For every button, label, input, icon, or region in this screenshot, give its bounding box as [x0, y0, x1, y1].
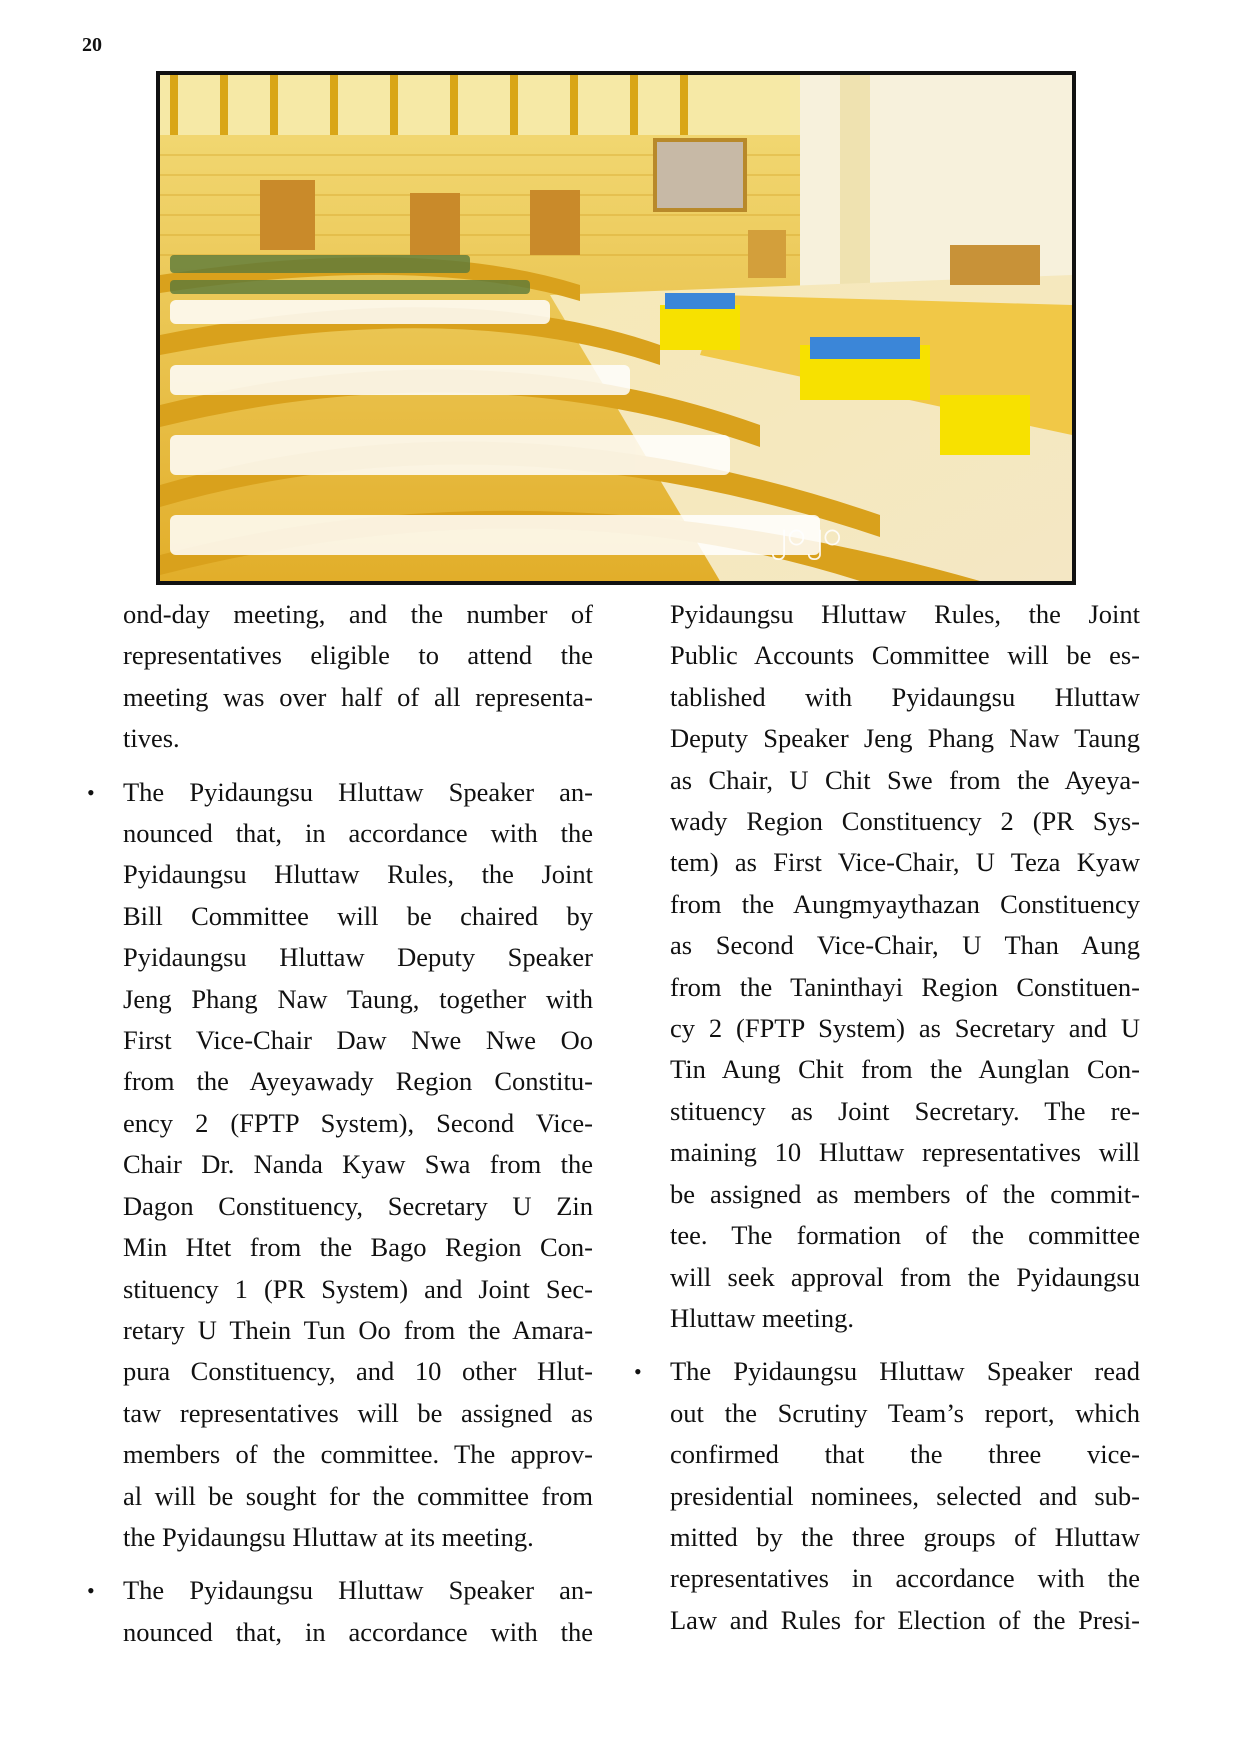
text-line: wady Region Constituency 2 (PR Sys- — [670, 806, 1140, 837]
text-line: Chair Dr. Nanda Kyaw Swa from the — [123, 1149, 593, 1180]
bullet-item-joint-bill-committee — [87, 772, 593, 1559]
text-line: ency 2 (FPTP System), Second Vice- — [123, 1107, 593, 1138]
text-line: Law and Rules for Election of the Presi- — [670, 1604, 1140, 1635]
text-line: from the Ayeyawady Region Constitu- — [123, 1066, 593, 1097]
text-line: the Pyidaungsu Hluttaw at its meeting. — [123, 1521, 534, 1552]
text-line: Jeng Phang Naw Taung, together with — [123, 983, 593, 1014]
text-line: pura Constituency, and 10 other Hlut- — [123, 1356, 593, 1387]
intro-paragraph — [123, 594, 593, 760]
text-line: members of the committee. The approv- — [123, 1439, 593, 1470]
page-number: 20 — [82, 34, 102, 56]
text-line: will seek approval from the Pyidaungsu — [670, 1261, 1140, 1292]
text-line: be assigned as members of the commit- — [670, 1178, 1140, 1209]
text-line: out the Scrutiny Team’s report, which — [670, 1397, 1140, 1428]
hluttaw-session-photo — [156, 71, 1076, 585]
text-line: representatives eligible to attend the — [123, 640, 593, 671]
text-line: Pyidaungsu Hluttaw Rules, the Joint — [670, 599, 1140, 629]
text-line: representatives in accordance with the — [670, 1563, 1140, 1594]
text-line: taw representatives will be assigned as — [123, 1397, 593, 1428]
text-line: from the Taninthayi Region Constituen- — [670, 971, 1140, 1002]
text-line: The Pyidaungsu Hluttaw Speaker an- — [123, 776, 593, 807]
text-line: meeting was over half of all representa- — [123, 681, 593, 712]
right-column — [634, 594, 1140, 1641]
text-line: First Vice-Chair Daw Nwe Nwe Oo — [123, 1025, 593, 1056]
text-line: tee. The formation of the committee — [670, 1220, 1140, 1251]
text-line: Bill Committee will be chaired by — [123, 900, 593, 931]
text-line: maining 10 Hluttaw representatives will — [670, 1137, 1140, 1168]
text-line: mitted by the three groups of Hluttaw — [670, 1521, 1140, 1552]
text-line: Public Accounts Committee will be es- — [670, 640, 1140, 671]
text-line: nounced that, in accordance with the — [123, 818, 593, 849]
bullet-icon: • — [87, 779, 95, 805]
text-line: nounced that, in accordance with the — [123, 1616, 593, 1647]
text-line: stituency as Joint Secretary. The re- — [670, 1095, 1140, 1126]
text-line: presidential nominees, selected and sub- — [670, 1480, 1140, 1511]
intro-paragraph — [670, 594, 1140, 1339]
text-line: tem) as First Vice-Chair, U Teza Kyaw — [670, 847, 1140, 878]
bullet-item-scrutiny-report — [634, 1351, 1140, 1641]
text-line: al will be sought for the committee from — [123, 1480, 593, 1511]
text-line: Hluttaw meeting. — [670, 1302, 854, 1333]
text-line: tives. — [123, 723, 180, 754]
bullet-item-speaker-announcement — [87, 1570, 593, 1653]
text-line: retary U Thein Tun Oo from the Amara- — [123, 1314, 593, 1345]
text-line: tablished with Pyidaungsu Hluttaw — [670, 681, 1140, 712]
svg-text:၂၀၂၀: ၂၀၂၀ — [770, 514, 842, 554]
text-line: Deputy Speaker Jeng Phang Naw Taung — [670, 723, 1140, 754]
text-line: confirmed that the three vice- — [670, 1439, 1140, 1470]
left-column — [87, 594, 593, 1653]
text-line: Tin Aung Chit from the Aunglan Con- — [670, 1054, 1140, 1085]
text-line: Pyidaungsu Hluttaw Rules, the Joint — [123, 859, 593, 890]
text-line: The Pyidaungsu Hluttaw Speaker an- — [123, 1575, 593, 1606]
text-line: from the Aungmyaythazan Constituency — [670, 888, 1140, 919]
text-line: as Chair, U Chit Swe from the Ayeya- — [670, 764, 1140, 795]
text-line: stituency 1 (PR System) and Joint Sec- — [123, 1273, 593, 1304]
text-line: cy 2 (FPTP System) as Secretary and U — [670, 1013, 1140, 1044]
bullet-icon: • — [634, 1359, 642, 1385]
text-line: Dagon Constituency, Secretary U Zin — [123, 1190, 593, 1221]
bullet-icon: • — [87, 1578, 95, 1604]
assembly-hall-illustration — [160, 75, 1072, 581]
text-line: ond-day meeting, and the number of — [123, 599, 593, 629]
text-line: The Pyidaungsu Hluttaw Speaker read — [670, 1356, 1140, 1387]
text-line: Min Htet from the Bago Region Con- — [123, 1232, 593, 1263]
text-line: Pyidaungsu Hluttaw Deputy Speaker — [123, 942, 593, 973]
text-line: as Second Vice-Chair, U Than Aung — [670, 930, 1140, 961]
